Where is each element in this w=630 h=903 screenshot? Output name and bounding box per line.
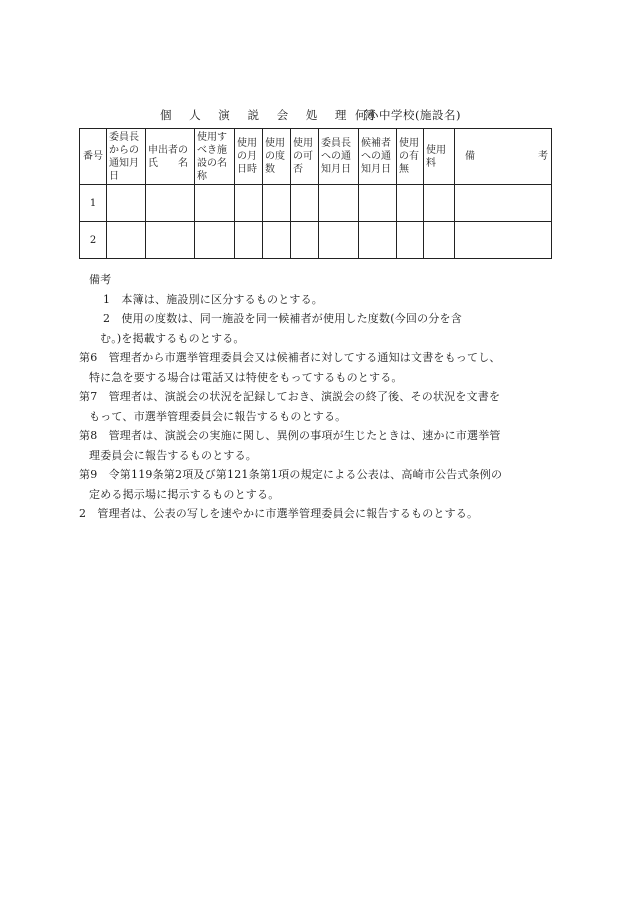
table-cell	[195, 185, 235, 222]
table-cell	[424, 185, 455, 222]
header-usage-approval: 使用 の可 否	[291, 129, 319, 185]
table-cell	[319, 222, 359, 259]
table-cell	[424, 222, 455, 259]
article-7-line-1: 第7 管理者は、演説会の状況を記録しておき、演説会の終了後、その状況を文書を	[79, 390, 501, 403]
header-number: 番号	[80, 129, 107, 185]
table-cell	[195, 222, 235, 259]
table-cell	[397, 185, 424, 222]
header-remarks	[455, 129, 552, 185]
table-header-row	[80, 129, 552, 185]
speech-meeting-ledger-table	[79, 128, 552, 259]
header-notice-to-chair-date: 委員長 への通 知月日	[319, 129, 359, 185]
table-cell	[235, 222, 263, 259]
header-used-or-not: 使用 の有 無	[397, 129, 424, 185]
table-cell	[455, 222, 552, 259]
table-cell	[359, 222, 397, 259]
table-cell	[397, 222, 424, 259]
article-9-line-1: 第9 令第119条第2項及び第121条第1項の規定による公表は、高崎市公告式条例の	[79, 468, 503, 481]
table-cell	[263, 185, 291, 222]
table-cell	[263, 222, 291, 259]
header-usage-datetime: 使用 の月 日時	[235, 129, 263, 185]
note-item-1: 1 本簿は、施設別に区分するものとする。	[103, 292, 323, 306]
header-notice-from-chair-date: 委員長 からの 通知月 日	[107, 129, 146, 185]
article-6-line-2: 特に急を要する場合は電話又は特使をもってするものとする。	[89, 370, 403, 384]
note-item-2-line-2: む。)を掲載するものとする。	[100, 331, 245, 345]
table-cell	[319, 185, 359, 222]
article-8-line-1: 第8 管理者は、演説会の実施に関し、異例の事項が生じたときは、速かに市選挙管	[79, 429, 501, 442]
header-remarks-right: 考	[538, 151, 548, 162]
header-applicant-name: 申出者の 氏 名	[146, 129, 195, 185]
article-9-paragraph-2: 2 管理者は、公表の写しを速やかに市選挙管理委員会に報告するものとする。	[79, 507, 479, 520]
school-name: 何小中学校(施設名)	[355, 108, 461, 122]
table-cell	[107, 185, 146, 222]
header-remarks-left: 備	[465, 151, 475, 162]
header-facility-name: 使用す べき施 設の名 称	[195, 129, 235, 185]
article-7-line-2: もって、市選挙管理委員会に報告するものとする。	[89, 409, 347, 423]
notes-section	[79, 270, 559, 524]
row-number: 1	[80, 185, 107, 222]
table-cell	[359, 185, 397, 222]
table-cell	[455, 185, 552, 222]
article-9-line-2: 定める掲示場に掲示するものとする。	[89, 487, 280, 501]
table-cell	[235, 185, 263, 222]
table-cell	[291, 222, 319, 259]
row-number: 2	[80, 222, 107, 259]
note-item-2-line-1: 2 使用の度数は、同一施設を同一候補者が使用した度数(今回の分を含	[103, 312, 462, 325]
form-title	[150, 107, 490, 125]
ledger-title: 個 人 演 説 会 処 理 簿	[160, 108, 383, 122]
table-cell	[291, 185, 319, 222]
article-8-line-2: 理委員会に報告するものとする。	[89, 448, 257, 462]
table-row	[80, 222, 552, 259]
header-usage-count: 使用 の度 数	[263, 129, 291, 185]
table-cell	[107, 222, 146, 259]
table-cell	[146, 222, 195, 259]
notes-heading: 備考	[89, 273, 112, 286]
header-usage-fee: 使用 料	[424, 129, 455, 185]
table-cell	[146, 185, 195, 222]
article-6-line-1: 第6 管理者から市選挙管理委員会又は候補者に対してする通知は文書をもってし、	[79, 351, 501, 364]
table-row	[80, 185, 552, 222]
header-notice-to-candidate-date: 候補者 への通 知月日	[359, 129, 397, 185]
